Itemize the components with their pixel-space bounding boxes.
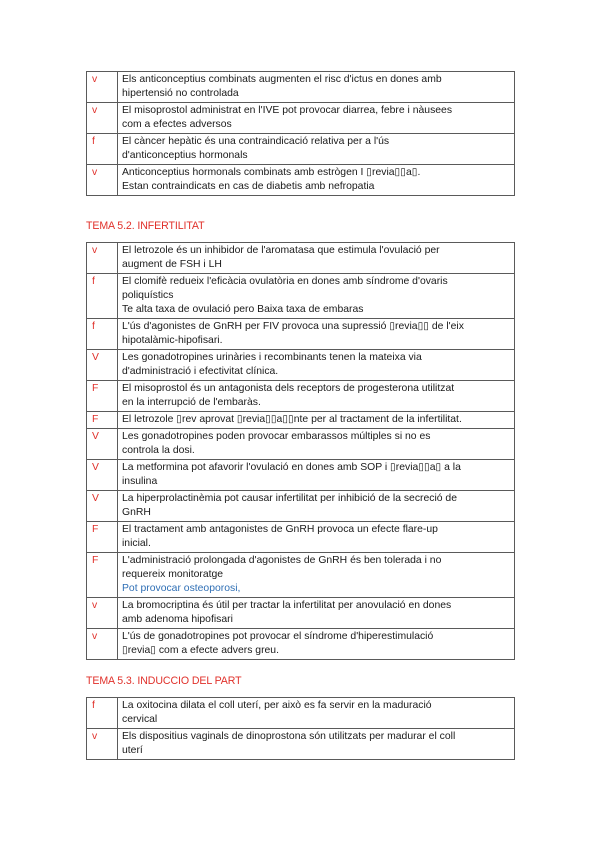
table-row bbox=[87, 460, 515, 491]
statement-cell bbox=[118, 460, 515, 491]
answer-cell: v bbox=[87, 72, 118, 103]
statement-line: ▯revia▯ com a efecte advers greu. bbox=[122, 645, 279, 656]
statement-line: Els anticonceptius combinats augmenten el risc d'ictus en dones amb bbox=[122, 74, 442, 85]
statement-cell bbox=[118, 274, 515, 319]
statement-line: d'anticonceptius hormonals bbox=[122, 150, 248, 161]
quiz-table-section-2 bbox=[86, 242, 515, 660]
statement-cell bbox=[118, 381, 515, 412]
statement-cell bbox=[118, 553, 515, 598]
statement-cell bbox=[118, 412, 515, 429]
statement-line: uterí bbox=[122, 745, 143, 756]
statement-line: La oxitocina dilata el coll uterí, per això es fa servir en la maduració bbox=[122, 700, 432, 711]
section-title-induccio-del-part: TEMA 5.3. INDUCCIO DEL PART bbox=[86, 675, 242, 687]
answer-cell: V bbox=[87, 460, 118, 491]
answer-cell: F bbox=[87, 553, 118, 598]
statement-line: cervical bbox=[122, 714, 158, 725]
table-row bbox=[87, 274, 515, 319]
statement-line: Te alta taxa de ovulació pero Baixa taxa de embaras bbox=[122, 304, 364, 315]
statement-cell bbox=[118, 103, 515, 134]
statement-line: hipertensió no controlada bbox=[122, 88, 239, 99]
table-row bbox=[87, 429, 515, 460]
statement-line: Estan contraindicats en cas de diabetis amb nefropatia bbox=[122, 181, 375, 192]
answer-cell: f bbox=[87, 698, 118, 729]
statement-line: El clomifè redueix l'eficàcia ovulatòria en dones amb síndrome d'ovaris bbox=[122, 276, 448, 287]
statement-cell bbox=[118, 243, 515, 274]
statement-cell bbox=[118, 491, 515, 522]
statement-cell bbox=[118, 429, 515, 460]
statement-line: Les gonadotropines poden provocar embarassos múltiples si no es bbox=[122, 431, 431, 442]
answer-cell: f bbox=[87, 274, 118, 319]
statement-line: L'administració prolongada d'agonistes de GnRH és ben tolerada i no bbox=[122, 555, 442, 566]
statement-line: en la interrupció de l'embaràs. bbox=[122, 397, 261, 408]
statement-line: controla la dosi. bbox=[122, 445, 195, 456]
answer-cell: v bbox=[87, 103, 118, 134]
answer-cell: v bbox=[87, 629, 118, 660]
answer-cell: f bbox=[87, 134, 118, 165]
table-row bbox=[87, 243, 515, 274]
statement-cell bbox=[118, 134, 515, 165]
answer-cell: f bbox=[87, 319, 118, 350]
statement-line: El misoprostol administrat en l'IVE pot provocar diarrea, febre i nàusees bbox=[122, 105, 453, 116]
statement-cell bbox=[118, 698, 515, 729]
statement-cell bbox=[118, 72, 515, 103]
statement-line: El tractament amb antagonistes de GnRH provoca un efecte flare-up bbox=[122, 524, 438, 535]
answer-cell: F bbox=[87, 522, 118, 553]
table-row bbox=[87, 319, 515, 350]
answer-cell: V bbox=[87, 491, 118, 522]
statement-line: L'ús de gonadotropines pot provocar el síndrome d'hiperestimulació bbox=[122, 631, 434, 642]
statement-line: La metformina pot afavorir l'ovulació en dones amb SOP i ▯revia▯▯a▯ a la bbox=[122, 462, 461, 473]
table-row bbox=[87, 134, 515, 165]
statement-line: com a efectes adversos bbox=[122, 119, 232, 130]
statement-cell bbox=[118, 522, 515, 553]
answer-cell: F bbox=[87, 412, 118, 429]
table-row bbox=[87, 72, 515, 103]
student-note: Pot provocar osteoporosi, bbox=[122, 583, 241, 594]
table-row bbox=[87, 553, 515, 598]
answer-cell: v bbox=[87, 165, 118, 196]
table-row bbox=[87, 165, 515, 196]
section-title-infertilitat: TEMA 5.2. INFERTILITAT bbox=[86, 220, 205, 232]
quiz-table-section-1 bbox=[86, 71, 515, 196]
table-row bbox=[87, 412, 515, 429]
statement-cell bbox=[118, 350, 515, 381]
statement-cell bbox=[118, 598, 515, 629]
statement-cell bbox=[118, 729, 515, 760]
answer-cell: F bbox=[87, 381, 118, 412]
statement-cell bbox=[118, 165, 515, 196]
answer-cell: v bbox=[87, 729, 118, 760]
statement-line: amb adenoma hipofisari bbox=[122, 614, 233, 625]
statement-line: insulina bbox=[122, 476, 158, 487]
statement-line: El letrozole ▯rev aprovat ▯revia▯▯a▯▯nte per al tractament de la infertilitat. bbox=[122, 414, 462, 425]
table-row bbox=[87, 729, 515, 760]
statement-line: El càncer hepàtic és una contraindicació relativa per a l'ús bbox=[122, 136, 390, 147]
statement-line: Els dispositius vaginals de dinoprostona són utilitzats per madurar el coll bbox=[122, 731, 456, 742]
statement-line: augment de FSH i LH bbox=[122, 259, 222, 270]
answer-cell: V bbox=[87, 429, 118, 460]
statement-line: GnRH bbox=[122, 507, 151, 518]
statement-line: hipotalàmic-hipofisari. bbox=[122, 335, 223, 346]
statement-line: El misoprostol és un antagonista dels receptors de progesterona utilitzat bbox=[122, 383, 455, 394]
table-row bbox=[87, 522, 515, 553]
statement-line: Anticonceptius hormonals combinats amb estrògen I ▯revia▯▯a▯. bbox=[122, 167, 421, 178]
quiz-table-section-3 bbox=[86, 697, 515, 760]
statement-line: La hiperprolactinèmia pot causar infertilitat per inhibició de la secreció de bbox=[122, 493, 457, 504]
statement-line: La bromocriptina és útil per tractar la infertilitat per anovulació en dones bbox=[122, 600, 452, 611]
table-row bbox=[87, 698, 515, 729]
statement-line: L'ús d'agonistes de GnRH per FIV provoca una supressió ▯revia▯▯ de l'eix bbox=[122, 321, 464, 332]
statement-line: requereix monitoratge bbox=[122, 569, 224, 580]
table-row bbox=[87, 350, 515, 381]
answer-cell: v bbox=[87, 243, 118, 274]
answer-cell: V bbox=[87, 350, 118, 381]
statement-line: Les gonadotropines urinàries i recombinants tenen la mateixa via bbox=[122, 352, 422, 363]
statement-cell bbox=[118, 319, 515, 350]
statement-line: poliquístics bbox=[122, 290, 174, 301]
table-row bbox=[87, 491, 515, 522]
table-row bbox=[87, 629, 515, 660]
statement-line: d'administració i efectivitat clínica. bbox=[122, 366, 279, 377]
statement-line: inicial. bbox=[122, 538, 151, 549]
table-row bbox=[87, 103, 515, 134]
statement-cell bbox=[118, 629, 515, 660]
table-row bbox=[87, 598, 515, 629]
table-row bbox=[87, 381, 515, 412]
answer-cell: v bbox=[87, 598, 118, 629]
statement-line: El letrozole és un inhibidor de l'aromatasa que estimula l'ovulació per bbox=[122, 245, 440, 256]
